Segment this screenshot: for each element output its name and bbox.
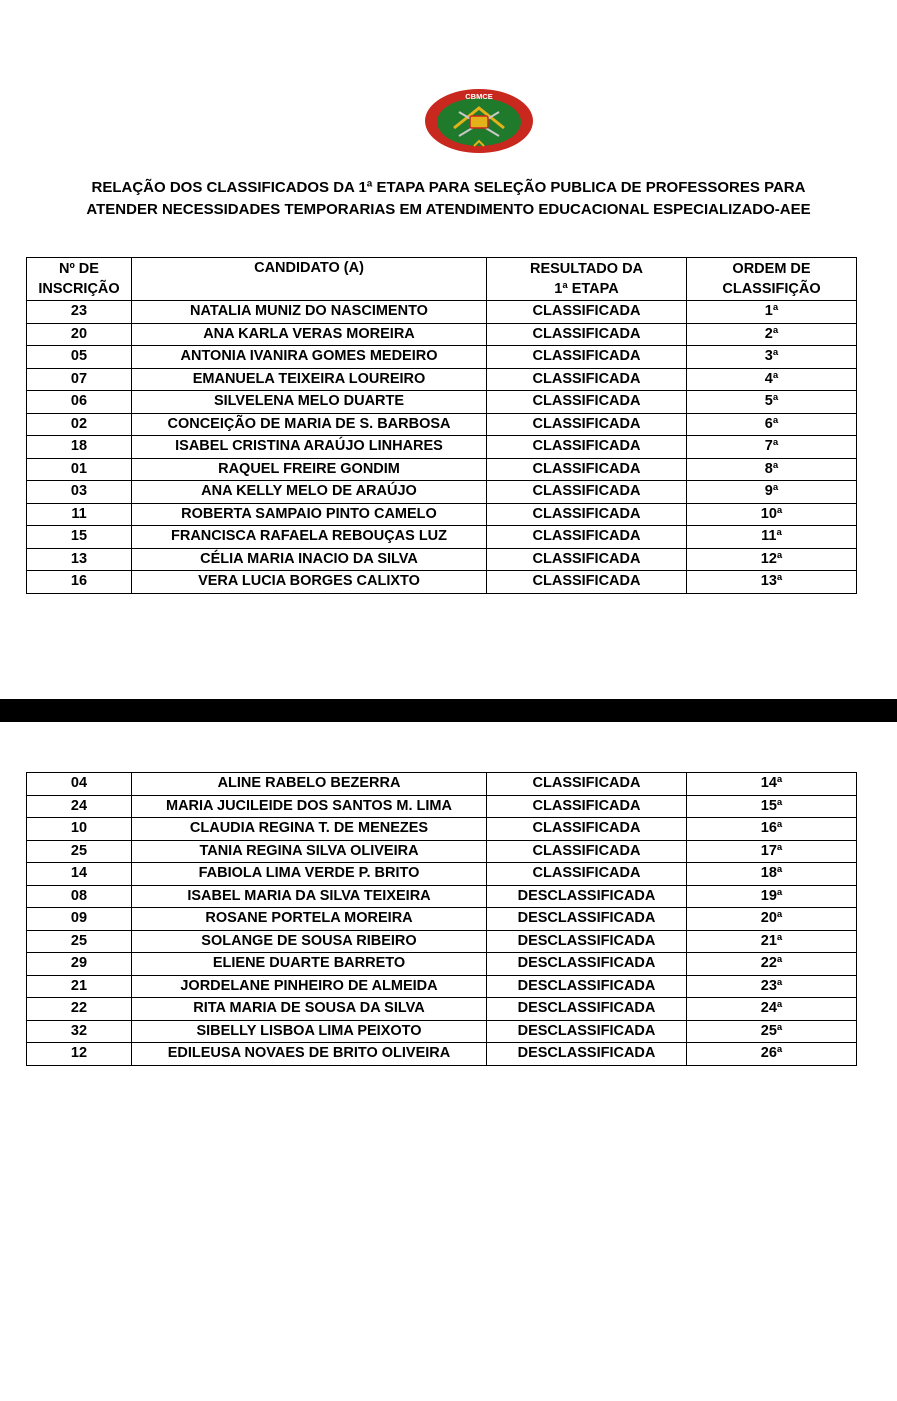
cell-resultado: CLASSIFICADA	[487, 773, 687, 796]
table-row	[27, 998, 857, 1021]
header-inscricao	[27, 258, 132, 301]
emblem-text: CBMCE	[465, 92, 493, 101]
cell-resultado: DESCLASSIFICADA	[487, 953, 687, 976]
cell-resultado: CLASSIFICADA	[487, 323, 687, 346]
table-row	[27, 908, 857, 931]
header-resultado-line-2: 1ª ETAPA	[554, 281, 619, 297]
table-row	[27, 975, 857, 998]
cell-candidato: RAQUEL FREIRE GONDIM	[132, 458, 487, 481]
cell-resultado: CLASSIFICADA	[487, 818, 687, 841]
table-row	[27, 368, 857, 391]
cell-inscricao: 04	[27, 773, 132, 796]
cell-inscricao: 02	[27, 413, 132, 436]
cell-ordem: 4ª	[687, 368, 857, 391]
cell-resultado: CLASSIFICADA	[487, 526, 687, 549]
cell-ordem: 25ª	[687, 1020, 857, 1043]
header-inscricao-line-1: Nº DE	[59, 261, 99, 277]
cell-resultado: CLASSIFICADA	[487, 571, 687, 594]
cell-inscricao: 11	[27, 503, 132, 526]
cell-ordem: 7ª	[687, 436, 857, 459]
cell-resultado: CLASSIFICADA	[487, 548, 687, 571]
cell-inscricao: 05	[27, 346, 132, 369]
cell-candidato: MARIA JUCILEIDE DOS SANTOS M. LIMA	[132, 795, 487, 818]
cell-resultado: CLASSIFICADA	[487, 436, 687, 459]
cell-candidato: JORDELANE PINHEIRO DE ALMEIDA	[132, 975, 487, 998]
table-row	[27, 863, 857, 886]
cell-inscricao: 07	[27, 368, 132, 391]
cell-ordem: 22ª	[687, 953, 857, 976]
table-row	[27, 1020, 857, 1043]
table-row	[27, 795, 857, 818]
cell-inscricao: 12	[27, 1043, 132, 1066]
cell-candidato: ROSANE PORTELA MOREIRA	[132, 908, 487, 931]
cell-candidato: SOLANGE DE SOUSA RIBEIRO	[132, 930, 487, 953]
table-row	[27, 503, 857, 526]
cell-candidato: SIBELLY LISBOA LIMA PEIXOTO	[132, 1020, 487, 1043]
table-row	[27, 391, 857, 414]
cell-resultado: DESCLASSIFICADA	[487, 908, 687, 931]
cell-ordem: 18ª	[687, 863, 857, 886]
cell-inscricao: 13	[27, 548, 132, 571]
cell-candidato: ISABEL CRISTINA ARAÚJO LINHARES	[132, 436, 487, 459]
cell-candidato: ELIENE DUARTE BARRETO	[132, 953, 487, 976]
cell-ordem: 17ª	[687, 840, 857, 863]
cell-candidato: FABIOLA LIMA VERDE P. BRITO	[132, 863, 487, 886]
cell-inscricao: 14	[27, 863, 132, 886]
page-separator-bar	[0, 699, 897, 722]
cell-resultado: CLASSIFICADA	[487, 301, 687, 324]
table-row	[27, 571, 857, 594]
cell-candidato: CONCEIÇÃO DE MARIA DE S. BARBOSA	[132, 413, 487, 436]
cell-resultado: DESCLASSIFICADA	[487, 930, 687, 953]
cell-ordem: 24ª	[687, 998, 857, 1021]
header-ordem-line-2: CLASSIFIÇÃO	[722, 281, 821, 297]
table-row	[27, 413, 857, 436]
cell-candidato: CLAUDIA REGINA T. DE MENEZES	[132, 818, 487, 841]
cell-resultado: CLASSIFICADA	[487, 458, 687, 481]
table-row	[27, 953, 857, 976]
cell-candidato: EMANUELA TEIXEIRA LOUREIRO	[132, 368, 487, 391]
table-row	[27, 323, 857, 346]
cell-inscricao: 25	[27, 840, 132, 863]
cell-candidato: FRANCISCA RAFAELA REBOUÇAS LUZ	[132, 526, 487, 549]
cell-resultado: CLASSIFICADA	[487, 481, 687, 504]
cell-inscricao: 10	[27, 818, 132, 841]
cell-resultado: DESCLASSIFICADA	[487, 975, 687, 998]
cell-resultado: CLASSIFICADA	[487, 413, 687, 436]
table-row	[27, 301, 857, 324]
cell-resultado: CLASSIFICADA	[487, 503, 687, 526]
cell-resultado: CLASSIFICADA	[487, 795, 687, 818]
table-row	[27, 346, 857, 369]
table-row	[27, 526, 857, 549]
cell-ordem: 3ª	[687, 346, 857, 369]
cell-ordem: 10ª	[687, 503, 857, 526]
cell-inscricao: 16	[27, 571, 132, 594]
cell-candidato: SILVELENA MELO DUARTE	[132, 391, 487, 414]
cell-ordem: 1ª	[687, 301, 857, 324]
header-ordem	[687, 258, 857, 301]
cell-inscricao: 29	[27, 953, 132, 976]
table-row	[27, 885, 857, 908]
cell-ordem: 26ª	[687, 1043, 857, 1066]
header-resultado	[487, 258, 687, 301]
cell-ordem: 9ª	[687, 481, 857, 504]
cell-candidato: TANIA REGINA SILVA OLIVEIRA	[132, 840, 487, 863]
cell-inscricao: 15	[27, 526, 132, 549]
cell-ordem: 11ª	[687, 526, 857, 549]
cell-ordem: 2ª	[687, 323, 857, 346]
cell-ordem: 20ª	[687, 908, 857, 931]
cell-inscricao: 06	[27, 391, 132, 414]
cell-candidato: ANA KELLY MELO DE ARAÚJO	[132, 481, 487, 504]
cell-candidato: ROBERTA SAMPAIO PINTO CAMELO	[132, 503, 487, 526]
table-row	[27, 481, 857, 504]
cell-candidato: RITA MARIA DE SOUSA DA SILVA	[132, 998, 487, 1021]
cell-inscricao: 23	[27, 301, 132, 324]
table-row	[27, 436, 857, 459]
table-header-row	[27, 258, 857, 301]
cell-inscricao: 20	[27, 323, 132, 346]
cell-ordem: 13ª	[687, 571, 857, 594]
cell-ordem: 23ª	[687, 975, 857, 998]
table-row	[27, 930, 857, 953]
cell-ordem: 14ª	[687, 773, 857, 796]
cell-ordem: 16ª	[687, 818, 857, 841]
cell-candidato: VERA LUCIA BORGES CALIXTO	[132, 571, 487, 594]
classification-table-part-1	[26, 257, 857, 594]
cell-inscricao: 21	[27, 975, 132, 998]
cell-candidato: ANTONIA IVANIRA GOMES MEDEIRO	[132, 346, 487, 369]
cell-candidato: ANA KARLA VERAS MOREIRA	[132, 323, 487, 346]
table-row	[27, 773, 857, 796]
table-row	[27, 1043, 857, 1066]
header-ordem-line-1: ORDEM DE	[732, 261, 811, 277]
cell-ordem: 19ª	[687, 885, 857, 908]
cbmce-emblem-logo	[424, 88, 534, 154]
cell-resultado: CLASSIFICADA	[487, 368, 687, 391]
cell-candidato: CÉLIA MARIA INACIO DA SILVA	[132, 548, 487, 571]
cell-resultado: CLASSIFICADA	[487, 346, 687, 369]
cell-resultado: CLASSIFICADA	[487, 840, 687, 863]
cell-candidato: ISABEL MARIA DA SILVA TEIXEIRA	[132, 885, 487, 908]
cell-ordem: 21ª	[687, 930, 857, 953]
cell-inscricao: 24	[27, 795, 132, 818]
cell-ordem: 5ª	[687, 391, 857, 414]
cell-inscricao: 18	[27, 436, 132, 459]
cell-resultado: CLASSIFICADA	[487, 391, 687, 414]
cell-ordem: 8ª	[687, 458, 857, 481]
cell-inscricao: 22	[27, 998, 132, 1021]
cell-inscricao: 32	[27, 1020, 132, 1043]
cell-candidato: ALINE RABELO BEZERRA	[132, 773, 487, 796]
header-resultado-line-1: RESULTADO DA	[529, 261, 644, 277]
cell-resultado: DESCLASSIFICADA	[487, 1043, 687, 1066]
table-row	[27, 458, 857, 481]
table-row	[27, 818, 857, 841]
cell-inscricao: 08	[27, 885, 132, 908]
cell-inscricao: 01	[27, 458, 132, 481]
cell-inscricao: 25	[27, 930, 132, 953]
cell-resultado: DESCLASSIFICADA	[487, 1020, 687, 1043]
table-row	[27, 840, 857, 863]
header-candidato: CANDIDATO (A)	[132, 258, 487, 301]
emblem-helmet-icon	[470, 116, 488, 128]
cell-resultado: DESCLASSIFICADA	[487, 885, 687, 908]
cell-candidato: NATALIA MUNIZ DO NASCIMENTO	[132, 301, 487, 324]
cell-inscricao: 09	[27, 908, 132, 931]
document-title-line-2: ATENDER NECESSIDADES TEMPORARIAS EM ATENDIMENTO EDUCACIONAL ESPECIALIZADO-AEE	[86, 201, 811, 218]
cell-resultado: DESCLASSIFICADA	[487, 998, 687, 1021]
cell-ordem: 12ª	[687, 548, 857, 571]
cell-candidato: EDILEUSA NOVAES DE BRITO OLIVEIRA	[132, 1043, 487, 1066]
classification-table-part-2	[26, 772, 857, 1066]
document-title-line-1: RELAÇÃO DOS CLASSIFICADOS DA 1ª ETAPA PARA SELEÇÃO PUBLICA DE PROFESSORES PARA	[91, 179, 806, 196]
cell-inscricao: 03	[27, 481, 132, 504]
cell-ordem: 15ª	[687, 795, 857, 818]
cell-ordem: 6ª	[687, 413, 857, 436]
table-row	[27, 548, 857, 571]
cell-resultado: CLASSIFICADA	[487, 863, 687, 886]
header-inscricao-line-2: INSCRIÇÃO	[38, 281, 120, 297]
